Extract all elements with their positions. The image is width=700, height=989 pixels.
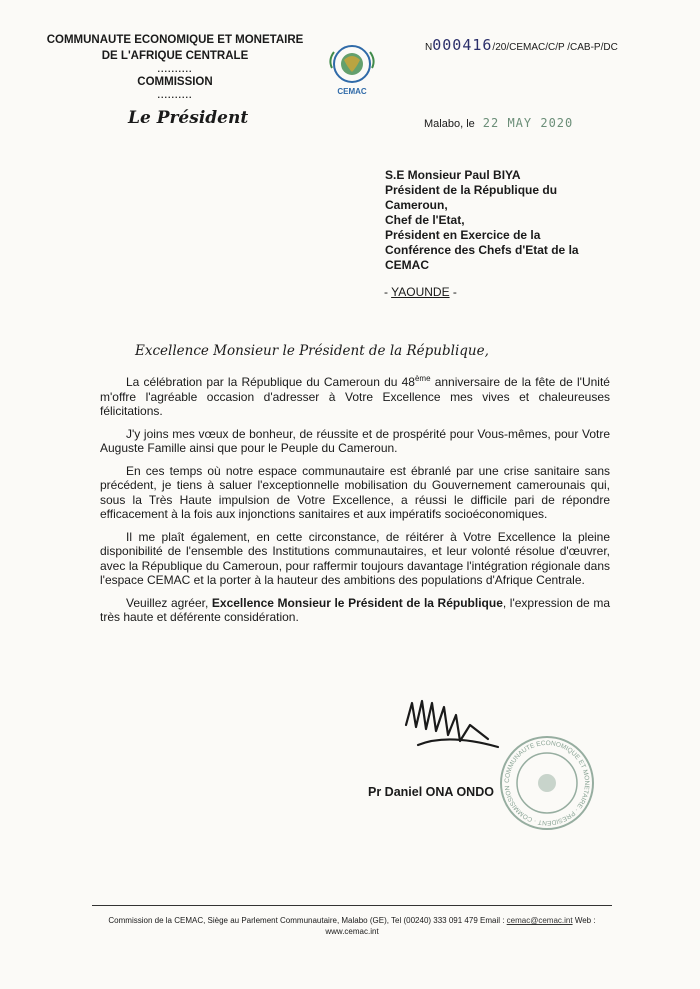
paragraph <box>100 372 610 419</box>
footer-divider <box>92 905 612 906</box>
paragraph: En ces temps où notre espace communautaire est ébranlé par une crise sanitaire sans précédent, je tiens à saluer l'exceptionnelle mobilisation du Gouvernement camerounais qui, sous la Très Haute impulsion de Votre Excellence, a réussi le difficile pari de répondre efficacement à la fois aux injonctions sanitaires et aux impératifs socioéconomiques. <box>100 463 610 521</box>
org-name-line2: DE L'AFRIQUE CENTRALE <box>101 50 249 62</box>
commission-label: COMMISSION <box>137 76 213 88</box>
paragraph-text: anniversaire de la fête de l'Unité m'offre l'agréable occasion d'adresser à Votre Excellence mes vives et chaleureuses félicitations. <box>100 375 610 418</box>
footer-address: Commission de la CEMAC, Siège au Parlement Communautaire, Malabo (GE), Tel (00240) 333 091 479 Email : <box>108 916 507 925</box>
logo-label: CEMAC <box>337 87 367 96</box>
paragraph <box>100 596 610 625</box>
city-dash: - <box>449 285 457 299</box>
salutation: Excellence Monsieur le Président de la République, <box>135 343 489 359</box>
paragraph: Il me plaît également, en cette circonstance, de réitérer à Votre Excellence la pleine disponibilité de l'ensemble des Institutions communautaires, et leur volonté résolue d'œuvrer, avec la République du Cameroun, pour raffermir toujours davantage l'intégration régionale dans l'espace CEMAC et la porter à la hauteur des ambitions des populations d'Afrique Centrale. <box>100 529 610 587</box>
reference-line <box>425 36 618 54</box>
recipient-block <box>385 168 585 273</box>
recipient-role: Chef de l'Etat, <box>385 213 465 227</box>
paragraph-text: Veuillez agréer, <box>126 595 212 610</box>
city-name: YAOUNDE <box>391 285 450 299</box>
ref-number: 000416 <box>432 36 493 54</box>
signer-name: Pr Daniel ONA ONDO <box>368 785 494 799</box>
ref-prefix: N <box>425 42 433 53</box>
city-dash: - <box>384 285 392 299</box>
footer-web-label: Web : <box>572 916 596 925</box>
cemac-logo-icon <box>322 38 382 98</box>
org-name-line1: COMMUNAUTE ECONOMIQUE ET MONETAIRE <box>46 34 304 46</box>
ordinal-superscript: ème <box>414 374 431 383</box>
paragraph-bold: Excellence Monsieur le Président de la République <box>211 595 503 610</box>
paragraph: J'y joins mes vœux de bonheur, de réussite et de prospérité pour Vous-mêmes, pour Votre Auguste Famille ainsi que pour le Peuple du Cameroun. <box>100 426 610 455</box>
footer-web-link[interactable]: www.cemac.int <box>325 927 379 936</box>
official-seal-icon <box>497 733 597 833</box>
paragraph-text: La célébration par la République du Cameroun du 48 <box>126 375 415 389</box>
date-stamp: 22 MAY 2020 <box>482 116 574 130</box>
signature-icon <box>398 695 508 755</box>
place-label: Malabo, le <box>424 118 475 130</box>
paragraph-text: , l'expression de ma très haute et déférente considération. <box>100 595 610 624</box>
dots-divider: .......... <box>157 64 193 74</box>
president-title: Le Président <box>128 108 249 128</box>
footer <box>92 915 612 937</box>
recipient-title: Président de la République du Cameroun, <box>385 183 558 212</box>
recipient-office: Président en Exercice de la Conférence des Chefs d'Etat de la CEMAC <box>385 228 579 272</box>
recipient-city <box>384 285 457 299</box>
org-header <box>40 32 310 100</box>
seal-text: COMMUNAUTE ECONOMIQUE ET MONETAIRE · PRESIDENT · COMMISSION <box>503 739 591 827</box>
footer-email-link[interactable]: cemac@cemac.int <box>506 916 573 925</box>
place-date <box>424 116 573 130</box>
recipient-name: S.E Monsieur Paul BIYA <box>385 168 521 182</box>
letter-body <box>100 372 610 633</box>
dots-divider: .......... <box>157 90 193 100</box>
ref-suffix: /20/CEMAC/C/P /CAB-P/DC <box>492 42 618 53</box>
